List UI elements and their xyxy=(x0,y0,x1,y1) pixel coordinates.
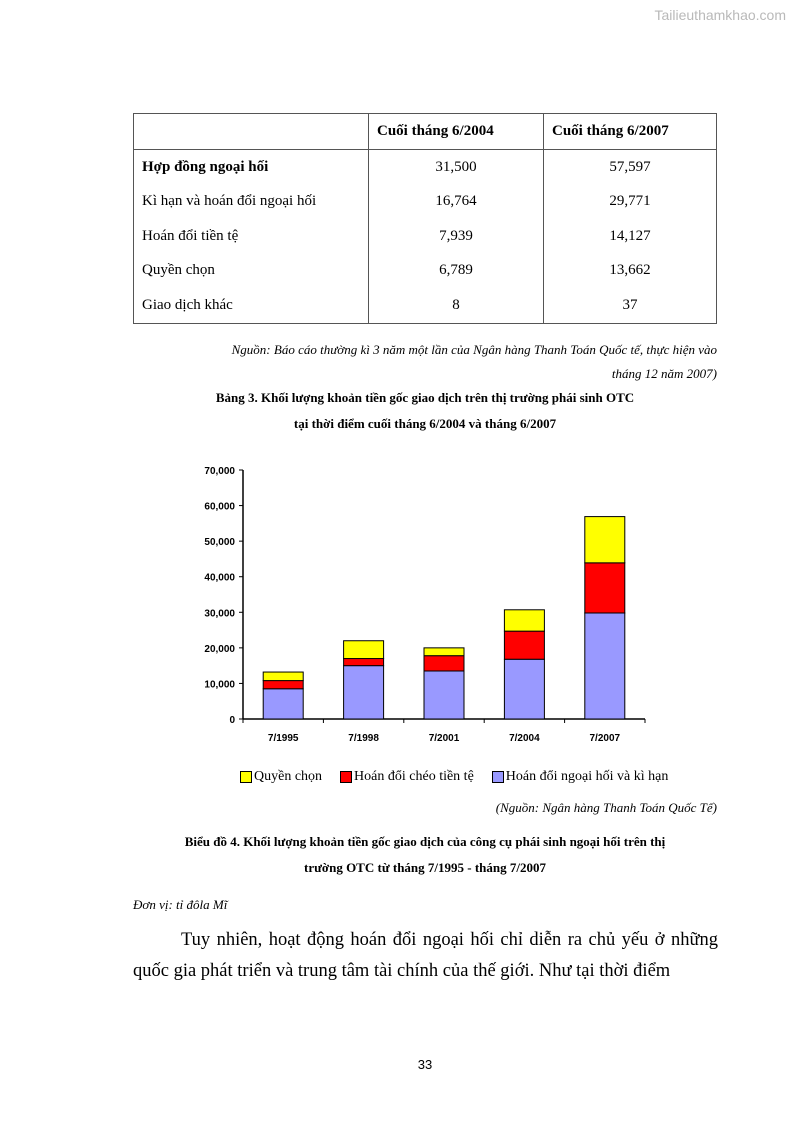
table-row-label: Kì hạn và hoán đổi ngoại hối xyxy=(134,185,369,220)
y-tick-label: 0 xyxy=(229,715,235,726)
legend-label-cross-currency: Hoán đổi chéo tiền tệ xyxy=(354,769,474,784)
otc-volume-table xyxy=(133,113,717,324)
table-cell-2007: 37 xyxy=(544,288,717,323)
table-header-empty xyxy=(134,114,369,150)
chart-caption-line-1: Biểu đồ 4. Khối lượng khoản tiền gốc giao dịch của công cụ phái sinh ngoại hối trên thị xyxy=(184,834,666,849)
bar-segment xyxy=(424,656,464,671)
table-cell-2004: 16,764 xyxy=(369,185,544,220)
legend-item-options xyxy=(240,769,322,785)
legend-label-fx-swaps: Hoán đổi ngoại hối và kì hạn xyxy=(505,769,669,784)
chart-caption-line-2: trường OTC từ tháng 7/1995 - tháng 7/2007 xyxy=(303,860,546,875)
bar-segment xyxy=(263,689,303,719)
bar-segment xyxy=(263,681,303,689)
legend-swatch-cross-currency xyxy=(340,771,352,783)
table-header-2004: Cuối tháng 6/2004 xyxy=(369,114,544,150)
table-cell-2007: 57,597 xyxy=(544,150,717,185)
legend-item-fx-swaps xyxy=(492,769,669,785)
x-tick-label: 7/2007 xyxy=(589,733,621,744)
legend-item-cross-currency xyxy=(340,769,474,785)
table-caption xyxy=(80,385,770,437)
table-caption-line-2: tại thời điểm cuối tháng 6/2004 và tháng 6/2007 xyxy=(293,416,557,431)
bar-segment xyxy=(585,517,625,563)
page-number: 33 xyxy=(417,1057,433,1072)
y-tick-label: 30,000 xyxy=(204,608,235,620)
table-row xyxy=(134,288,717,323)
x-tick-label: 7/1995 xyxy=(267,733,299,744)
bar-segment xyxy=(424,671,464,719)
table-cell-2007: 13,662 xyxy=(544,254,717,289)
table-row xyxy=(134,185,717,220)
bar-segment xyxy=(424,648,464,656)
legend-swatch-options xyxy=(240,771,252,783)
bar-segment xyxy=(504,610,544,631)
bar-segment xyxy=(585,563,625,613)
table-cell-2007: 14,127 xyxy=(544,219,717,254)
table-row xyxy=(134,150,717,185)
y-tick-label: 50,000 xyxy=(204,537,235,549)
chart-source-note: (Nguồn: Ngân hàng Thanh Toán Quốc Tế) xyxy=(495,800,717,815)
table-source-line-2: tháng 12 năm 2007) xyxy=(611,366,717,381)
legend-label-options: Quyền chọn xyxy=(254,769,323,784)
stacked-bar-chart xyxy=(190,455,660,755)
table-cell-2004: 8 xyxy=(369,288,544,323)
y-tick-label: 10,000 xyxy=(204,679,235,691)
y-tick-label: 20,000 xyxy=(204,643,235,655)
bar-segment xyxy=(344,659,384,666)
x-tick-label: 7/2004 xyxy=(509,733,540,744)
table-cell-2004: 6,789 xyxy=(369,254,544,289)
table-row-label: Giao dịch khác xyxy=(134,288,369,323)
bar-segment xyxy=(344,666,384,719)
body-paragraph: Tuy nhiên, hoạt động hoán đổi ngoại hối chỉ diễn ra chủ yếu ở những quốc gia phát triển và trung tâm tài chính của thế giới. Như tại thời điểm xyxy=(133,930,718,981)
table-cell-2007: 29,771 xyxy=(544,185,717,220)
watermark: Tailieuthamkhao.com xyxy=(654,7,786,23)
table-source-note xyxy=(150,338,717,386)
bar-segment xyxy=(263,672,303,681)
table-row-label: Hoán đổi tiền tệ xyxy=(134,219,369,254)
table-row-label: Hợp đồng ngoại hối xyxy=(134,150,369,185)
table-row xyxy=(134,254,717,289)
chart-legend xyxy=(240,769,686,785)
bar-segment xyxy=(504,631,544,659)
table-cell-2004: 31,500 xyxy=(369,150,544,185)
bar-segment xyxy=(585,613,625,719)
legend-swatch-fx-swaps xyxy=(492,771,504,783)
y-tick-label: 70,000 xyxy=(204,466,235,477)
chart-caption xyxy=(80,829,770,881)
table-row-label: Quyền chọn xyxy=(134,254,369,289)
table-header-row xyxy=(134,114,717,150)
table-row xyxy=(134,219,717,254)
table-header-2007: Cuối tháng 6/2007 xyxy=(544,114,717,150)
table-source-line-1: Nguồn: Báo cáo thường kì 3 năm một lần của Ngân hàng Thanh Toán Quốc tế, thực hiện vào xyxy=(231,342,717,357)
y-tick-label: 60,000 xyxy=(204,501,235,513)
table-cell-2004: 7,939 xyxy=(369,219,544,254)
bar-segment xyxy=(344,641,384,659)
x-tick-label: 7/1998 xyxy=(348,733,379,744)
y-tick-label: 40,000 xyxy=(204,572,235,584)
unit-note: Đơn vị: tỉ đôla Mĩ xyxy=(133,897,228,912)
bar-segment xyxy=(504,659,544,719)
x-tick-label: 7/2001 xyxy=(428,733,460,744)
table-caption-line-1: Bảng 3. Khối lượng khoản tiền gốc giao dịch trên thị trường phái sinh OTC xyxy=(215,390,635,405)
